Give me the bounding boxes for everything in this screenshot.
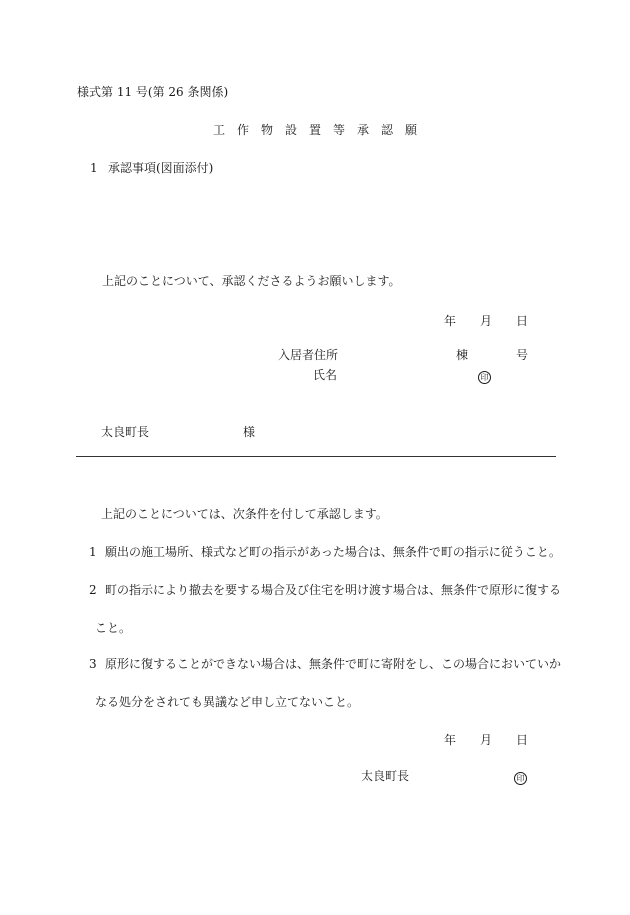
document-title: 工作物設置等承認願: [213, 123, 430, 137]
condition-number: 2: [89, 583, 97, 597]
building-unit: 棟: [456, 348, 469, 362]
signer-seal-mark: 印: [514, 772, 527, 785]
item-number: 1: [90, 161, 98, 175]
condition-text: 原形に復することができない場合は、無条件で町に寄附をし、この場合においていか: [105, 657, 562, 671]
name-label: 氏名: [313, 368, 338, 382]
room-unit: 号: [516, 348, 529, 362]
condition-number: 1: [89, 545, 97, 559]
request-text: 上記のことについて、承認くださるようお願いします。: [102, 274, 401, 288]
condition-text-continued: こと。: [95, 621, 132, 635]
seal-stamp: [478, 368, 491, 384]
form-number: 様式第 11 号(第 26 条関係): [77, 85, 229, 99]
section-divider: [76, 456, 556, 457]
addressee: 太良町長: [101, 425, 150, 439]
approval-intro: 上記のことについては、次条件を付して承認します。: [101, 507, 388, 521]
condition-text: 町の指示により撤去を要する場合及び住宅を明け渡す場合は、無条件で原形に復する: [105, 583, 562, 597]
date-day: 日: [516, 314, 529, 328]
condition-text: 願出の施工場所、様式など町の指示があった場合は、無条件で町の指示に従うこと。: [105, 545, 561, 559]
seal-mark: 印: [478, 371, 491, 384]
approval-date-year: 年: [444, 733, 457, 747]
item-label: 承認事項(図面添付): [108, 161, 214, 175]
signer: 太良町長: [361, 769, 410, 783]
approval-date-month: 月: [480, 733, 493, 747]
date-month: 月: [480, 314, 493, 328]
condition-text-continued: なる処分をされても異議など申し立てないこと。: [95, 695, 360, 709]
condition-number: 3: [89, 657, 97, 671]
approval-date-day: 日: [516, 733, 529, 747]
honorific: 様: [243, 425, 256, 439]
signer-seal-stamp: [514, 769, 527, 785]
date-year: 年: [444, 314, 457, 328]
address-label: 入居者住所: [278, 348, 339, 362]
